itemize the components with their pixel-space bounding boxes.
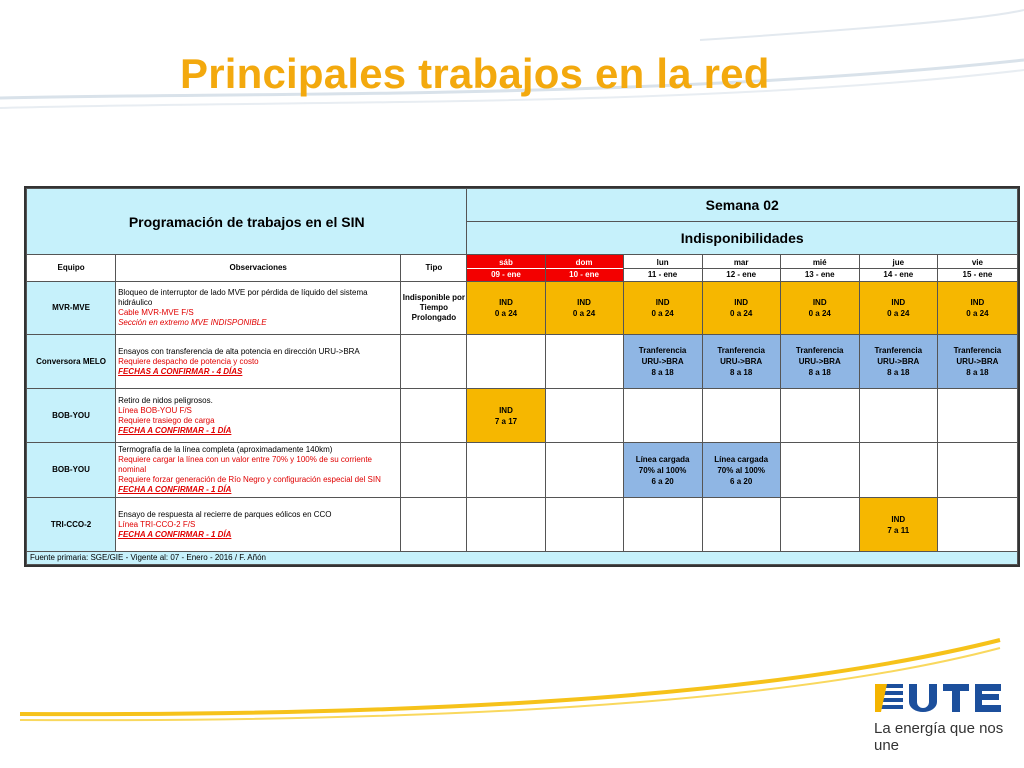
schedule-cell xyxy=(780,498,859,552)
observaciones-cell: Bloqueo de interruptor de lado MVE por pérdida de líquido del sistema hidráulico Cable MVR-MVE F/S Sección en extremo MVE INDISPONIBLE xyxy=(116,282,401,335)
day-header: jue 14 - ene xyxy=(859,255,937,282)
schedule-cell xyxy=(702,498,780,552)
table-row xyxy=(27,389,1018,443)
schedule-cell: Tranferencia URU->BRA 8 a 18 xyxy=(780,335,859,389)
footer-source: Fuente primaria: SGE/GIE - Vigente al: 07 - Enero - 2016 / F. Añón xyxy=(27,552,1018,565)
table-row xyxy=(27,282,1018,335)
schedule-cell: IND 7 a 17 xyxy=(467,389,545,443)
equipo-cell: BOB-YOU xyxy=(27,443,116,498)
schedule-cell: IND 0 a 24 xyxy=(702,282,780,335)
schedule-cell xyxy=(623,389,702,443)
schedule-cell: Línea cargada 70% al 100% 6 a 20 xyxy=(623,443,702,498)
page-title: Principales trabajos en la red xyxy=(180,50,770,97)
schedule-cell xyxy=(623,498,702,552)
schedule-cell xyxy=(937,498,1017,552)
schedule-cell xyxy=(937,389,1017,443)
indisponibilidades-header: Indisponibilidades xyxy=(467,222,1018,255)
observaciones-cell: Ensayo de respuesta al recierre de parques eólicos en CCO Línea TRI-CCO-2 F/S FECHA A CONFIRMAR - 1 DÍA xyxy=(116,498,401,552)
observaciones-cell: Ensayos con transferencia de alta potencia en dirección URU->BRA Requiere despacho de potencia y costo FECHAS A CONFIRMAR - 4 DÍAS xyxy=(116,335,401,389)
schedule-cell: IND 0 a 24 xyxy=(467,282,545,335)
tipo-cell xyxy=(401,389,467,443)
schedule-cell xyxy=(467,335,545,389)
equipo-cell: BOB-YOU xyxy=(27,389,116,443)
tipo-cell xyxy=(401,335,467,389)
equipo-cell: Conversora MELO xyxy=(27,335,116,389)
col-equipo: Equipo xyxy=(27,255,116,282)
schedule-cell xyxy=(780,443,859,498)
equipo-cell: MVR-MVE xyxy=(27,282,116,335)
day-header: sáb 09 - ene xyxy=(467,255,545,282)
schedule-cell xyxy=(859,389,937,443)
schedule-cell xyxy=(467,498,545,552)
schedule-cell xyxy=(780,389,859,443)
day-header: dom 10 - ene xyxy=(545,255,623,282)
observaciones-cell: Retiro de nidos peligrosos. Línea BOB-YOU F/S Requiere trasiego de carga FECHA A CONFIRMAR - 1 DÍA xyxy=(116,389,401,443)
day-header: lun 11 - ene xyxy=(623,255,702,282)
day-header: vie 15 - ene xyxy=(937,255,1017,282)
schedule-cell xyxy=(702,389,780,443)
equipo-cell: TRI-CCO-2 xyxy=(27,498,116,552)
schedule-cell: IND 0 a 24 xyxy=(545,282,623,335)
tipo-cell xyxy=(401,443,467,498)
table-row xyxy=(27,335,1018,389)
schedule-cell xyxy=(545,498,623,552)
schedule-cell: Tranferencia URU->BRA 8 a 18 xyxy=(937,335,1017,389)
tipo-cell: Indisponible por Tiempo Prolongado xyxy=(401,282,467,335)
schedule-cell: Tranferencia URU->BRA 8 a 18 xyxy=(702,335,780,389)
schedule-cell xyxy=(545,443,623,498)
schedule-cell xyxy=(467,443,545,498)
col-observaciones: Observaciones xyxy=(116,255,401,282)
schedule-cell xyxy=(937,443,1017,498)
schedule-cell xyxy=(859,443,937,498)
table-row xyxy=(27,498,1018,552)
schedule-table xyxy=(24,186,1020,567)
slogan: La energía que nos une xyxy=(874,720,1004,754)
week-header: Semana 02 xyxy=(467,189,1018,222)
schedule-cell xyxy=(545,335,623,389)
day-header: mar 12 - ene xyxy=(702,255,780,282)
col-tipo: Tipo xyxy=(401,255,467,282)
schedule-cell: IND 0 a 24 xyxy=(780,282,859,335)
ute-logo-icon xyxy=(873,682,1005,716)
programacion-header: Programación de trabajos en el SIN xyxy=(27,189,467,255)
schedule-cell xyxy=(545,389,623,443)
schedule-cell: Tranferencia URU->BRA 8 a 18 xyxy=(623,335,702,389)
tipo-cell xyxy=(401,498,467,552)
schedule-cell: Tranferencia URU->BRA 8 a 18 xyxy=(859,335,937,389)
schedule-cell: IND 7 a 11 xyxy=(859,498,937,552)
schedule-cell: Línea cargada 70% al 100% 6 a 20 xyxy=(702,443,780,498)
day-header: mié 13 - ene xyxy=(780,255,859,282)
table-row xyxy=(27,443,1018,498)
schedule-cell: IND 0 a 24 xyxy=(623,282,702,335)
schedule-cell: IND 0 a 24 xyxy=(859,282,937,335)
schedule-cell: IND 0 a 24 xyxy=(937,282,1017,335)
observaciones-cell: Termografía de la línea completa (aproximadamente 140km) Requiere cargar la línea con un valor entre 70% y 100% de su corriente nominal Requiere forzar generación de Río Negro y configuración especial del SIN FECHA A CONFIRMAR - 1 DÍA xyxy=(116,443,401,498)
